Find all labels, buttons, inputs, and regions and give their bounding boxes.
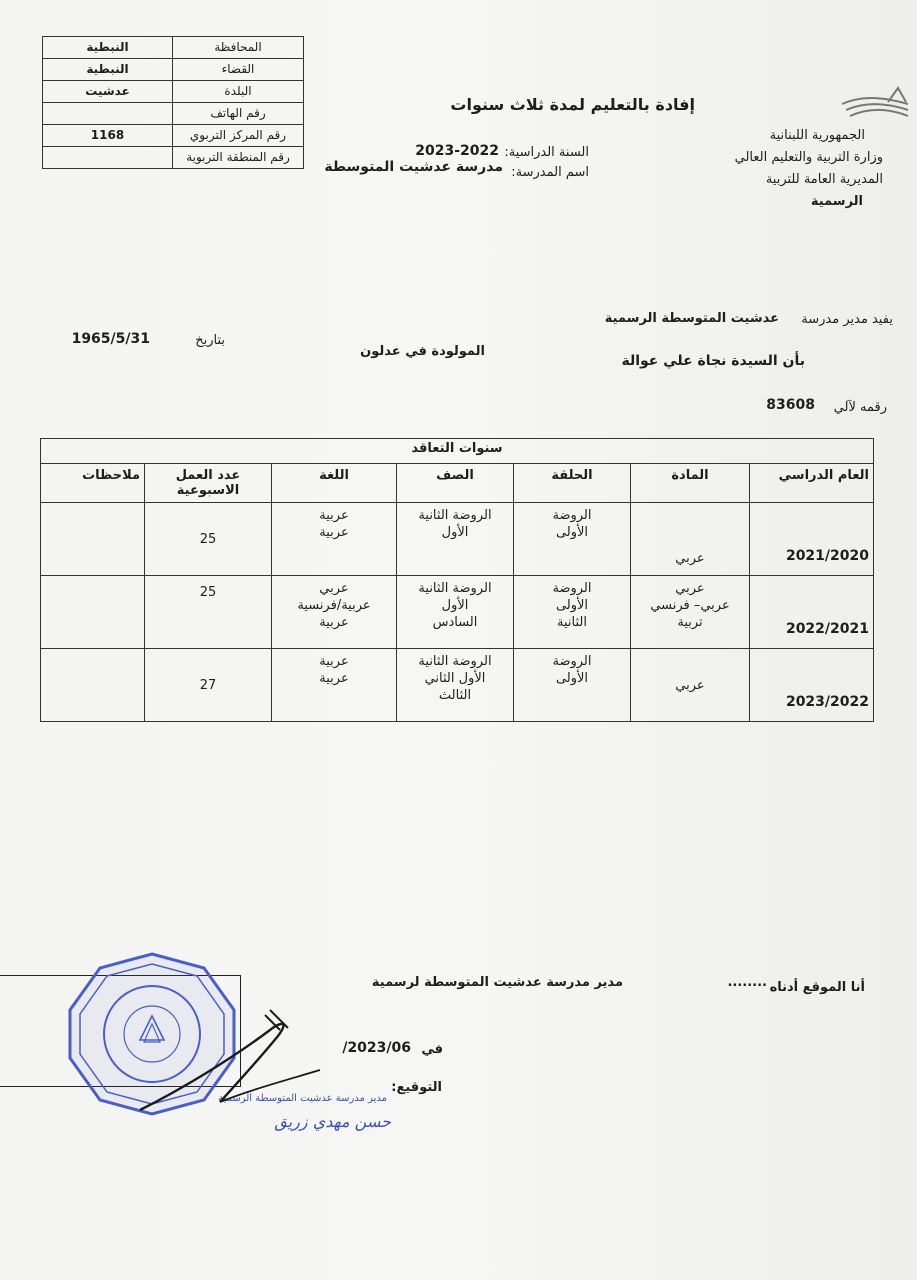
birth-place: المولودة في عدلون [360, 344, 485, 359]
language-line: عربية [319, 615, 349, 630]
subject-line: عربي– فرنسي [650, 598, 730, 613]
col-header-year: العام الدراسي [750, 464, 874, 503]
cell-language [272, 649, 397, 722]
cell-year: 2022/2021 [750, 576, 874, 649]
cycle-line: الثانية [557, 615, 587, 630]
ministry-logo-icon [840, 82, 910, 122]
signature-label: التوقيع: [391, 1080, 442, 1095]
info-row [43, 103, 304, 125]
grade-line: الثالث [438, 688, 472, 703]
table-row [41, 576, 874, 649]
handwritten-signature-icon [120, 990, 350, 1150]
cycle-line: الأولى [555, 671, 589, 686]
info-label: رقم الهاتف [173, 103, 304, 125]
cell-notes [41, 576, 145, 649]
language-line: عربية [319, 671, 349, 686]
subject-line: تربية [677, 615, 703, 630]
grade-line: الأول [441, 598, 469, 613]
grade-line: الروضة الثانية [418, 508, 492, 523]
language-line: عربي [319, 581, 349, 596]
statement-school: عدشيت المتوسطة الرسمية [604, 311, 779, 326]
cell-subject [631, 649, 750, 722]
signature-name: حسن مهدي زريق [274, 1112, 391, 1131]
cell-subject [631, 576, 750, 649]
col-header-hours: عدد العمل الاسبوعية [145, 464, 272, 503]
employee-number-label: رقمه لآلي [833, 400, 887, 415]
cell-year: 2023/2022 [750, 649, 874, 722]
col-header-grade: الصف [397, 464, 514, 503]
document-title: إفادة بالتعليم لمدة ثلاث سنوات [450, 95, 695, 114]
cell-language [272, 503, 397, 576]
table-row [41, 649, 874, 722]
language-line: عربية [319, 525, 349, 540]
school-name-label: اسم المدرسة: [511, 165, 589, 180]
info-row [43, 59, 304, 81]
directorate-name: المديرية العامة للتربية [765, 172, 883, 187]
cycle-line: الروضة [552, 581, 592, 596]
info-table [42, 36, 304, 169]
cell-notes [41, 503, 145, 576]
table-row [41, 503, 874, 576]
info-row [43, 147, 304, 169]
date-value: 2023/06/ [342, 1040, 411, 1056]
signer-label: أنا الموقع أدناه [769, 980, 865, 995]
info-value: النبطية [43, 59, 173, 81]
subject-line: عربي [675, 551, 705, 566]
table-title: سنوات التعاقد [41, 439, 874, 464]
cell-grade [397, 649, 514, 722]
statement-prefix: يفيد مدير مدرسة [801, 312, 893, 327]
employee-number-value: 83608 [766, 397, 815, 413]
cell-cycle [514, 576, 631, 649]
col-header-cycle: الحلقة [514, 464, 631, 503]
republic-name: الجمهورية اللبنانية [769, 128, 865, 143]
info-row [43, 37, 304, 59]
school-year-value: 2023-2022 [415, 143, 499, 159]
info-value [43, 147, 173, 169]
date-label: في [421, 1042, 443, 1057]
cell-subject [631, 503, 750, 576]
info-row [43, 81, 304, 103]
birth-date-label: بتاريخ [195, 333, 225, 348]
grade-line: الأول [441, 525, 469, 540]
school-name-value: مدرسة عدشيت المتوسطة [324, 159, 503, 175]
signer-role: مدير مدرسة عدشيت المتوسطة لرسمية [371, 975, 623, 990]
signer-dots: ........ [727, 975, 767, 990]
info-value: 1168 [43, 125, 173, 147]
cell-hours: 27 [145, 649, 272, 722]
cell-year: 2021/2020 [750, 503, 874, 576]
cell-language [272, 576, 397, 649]
cell-cycle [514, 503, 631, 576]
info-value [43, 103, 173, 125]
contract-years-table [40, 438, 874, 722]
cell-cycle [514, 649, 631, 722]
birth-date-value: 1965/5/31 [71, 331, 150, 347]
cell-hours: 25 [145, 576, 272, 649]
info-label: القضاء [173, 59, 304, 81]
info-label: رقم المركز التربوي [173, 125, 304, 147]
table-header-row [41, 464, 874, 503]
subject-line: عربي [675, 581, 705, 596]
school-year-label: السنة الدراسية: [504, 145, 589, 160]
grade-line: الروضة الثانية [418, 654, 492, 669]
cycle-line: الأولى [555, 525, 589, 540]
language-line: عربية [319, 508, 349, 523]
cell-notes [41, 649, 145, 722]
subject-line: عربي [675, 677, 705, 693]
col-header-subject: المادة [631, 464, 750, 503]
info-value: عدشيت [43, 81, 173, 103]
grade-line: السادس [432, 615, 478, 630]
cycle-line: الروضة [552, 508, 592, 523]
ministry-name: وزارة التربية والتعليم العالي [734, 150, 883, 165]
cycle-line: الأولى [555, 598, 589, 613]
person-name: بأن السيدة نجاة علي عوالة [621, 353, 805, 369]
info-label: رقم المنطقة التربوية [173, 147, 304, 169]
col-header-language: اللغة [272, 464, 397, 503]
grade-line: الأول الثاني [424, 671, 486, 686]
info-row [43, 125, 304, 147]
cycle-line: الروضة [552, 654, 592, 669]
col-header-notes: ملاحظات [41, 464, 145, 503]
table-title-row [41, 439, 874, 464]
signature-role: مدير مدرسة عدشيت المتوسطة الرسمية [218, 1093, 387, 1104]
cell-grade [397, 503, 514, 576]
grade-line: الروضة الثانية [418, 581, 492, 596]
info-label: البلدة [173, 81, 304, 103]
cell-hours: 25 [145, 503, 272, 576]
cell-grade [397, 576, 514, 649]
official-label: الرسمية [810, 194, 863, 209]
language-line: عربية [319, 654, 349, 669]
info-value: النبطية [43, 37, 173, 59]
info-label: المحافظة [173, 37, 304, 59]
language-line: عربية/فرنسية [297, 598, 371, 613]
